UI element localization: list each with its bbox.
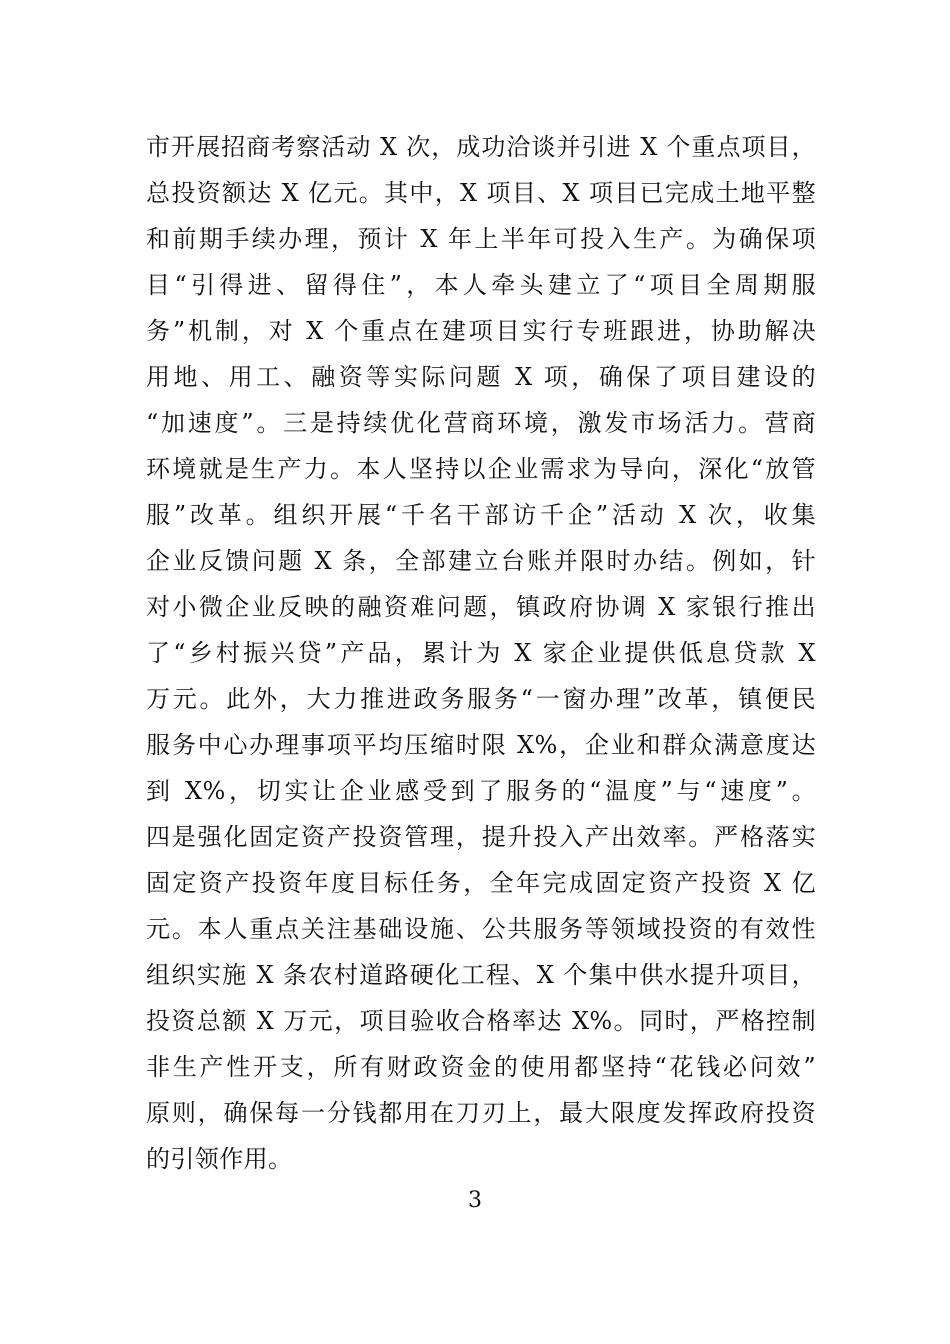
text-line: 务”机制，对 X 个重点在建项目实行专班跟进，协助解决	[146, 317, 816, 345]
text-line: “加速度”。三是持续优化营商环境，激发市场活力。营商	[146, 409, 816, 437]
text-line: 总投资额达 X 亿元。其中，X 项目、X 项目已完成土地平整	[146, 179, 816, 207]
text-line: 万元。此外，大力推进政务服务“一窗办理”改革，镇便民	[146, 685, 816, 713]
text-line: 服务中心办理事项平均压缩时限 X%，企业和群众满意度达	[146, 731, 816, 759]
text-line: 原则，确保每一分钱都用在刀刃上，最大限度发挥政府投资	[146, 1099, 816, 1127]
text-line: 服”改革。组织开展“千名干部访千企”活动 X 次，收集	[146, 501, 816, 529]
text-line: 市开展招商考察活动 X 次，成功洽谈并引进 X 个重点项目，	[146, 133, 816, 161]
text-line: 环境就是生产力。本人坚持以企业需求为导向，深化“放管	[146, 455, 816, 483]
text-line: 固定资产投资年度目标任务，全年完成固定资产投资 X 亿	[146, 869, 816, 897]
text-line: 的引领作用。	[146, 1145, 293, 1173]
text-line: 和前期手续办理，预计 X 年上半年可投入生产。为确保项	[146, 225, 816, 253]
text-line: 四是强化固定资产投资管理，提升投入产出效率。严格落实	[146, 823, 816, 851]
text-line: 用地、用工、融资等实际问题 X 项，确保了项目建设的	[146, 363, 816, 391]
page-number: 3	[468, 1188, 482, 1213]
text-line: 目“引得进、留得住”，本人牵头建立了“项目全周期服	[146, 271, 816, 299]
text-line: 企业反馈问题 X 条，全部建立台账并限时办结。例如，针	[146, 547, 816, 575]
text-line: 非生产性开支，所有财政资金的使用都坚持“花钱必问效”	[146, 1053, 816, 1081]
text-line: 了“乡村振兴贷”产品，累计为 X 家企业提供低息贷款 X	[146, 639, 816, 667]
text-line: 到 X%，切实让企业感受到了服务的“温度”与“速度”。	[146, 777, 816, 805]
text-line: 组织实施 X 条农村道路硬化工程、X 个集中供水提升项目，	[146, 961, 816, 989]
text-line: 投资总额 X 万元，项目验收合格率达 X%。同时，严格控制	[146, 1007, 816, 1035]
text-line: 对小微企业反映的融资难问题，镇政府协调 X 家银行推出	[146, 593, 816, 621]
body-paragraph	[146, 124, 816, 1182]
text-line: 元。本人重点关注基础设施、公共服务等领域投资的有效性	[146, 915, 816, 943]
